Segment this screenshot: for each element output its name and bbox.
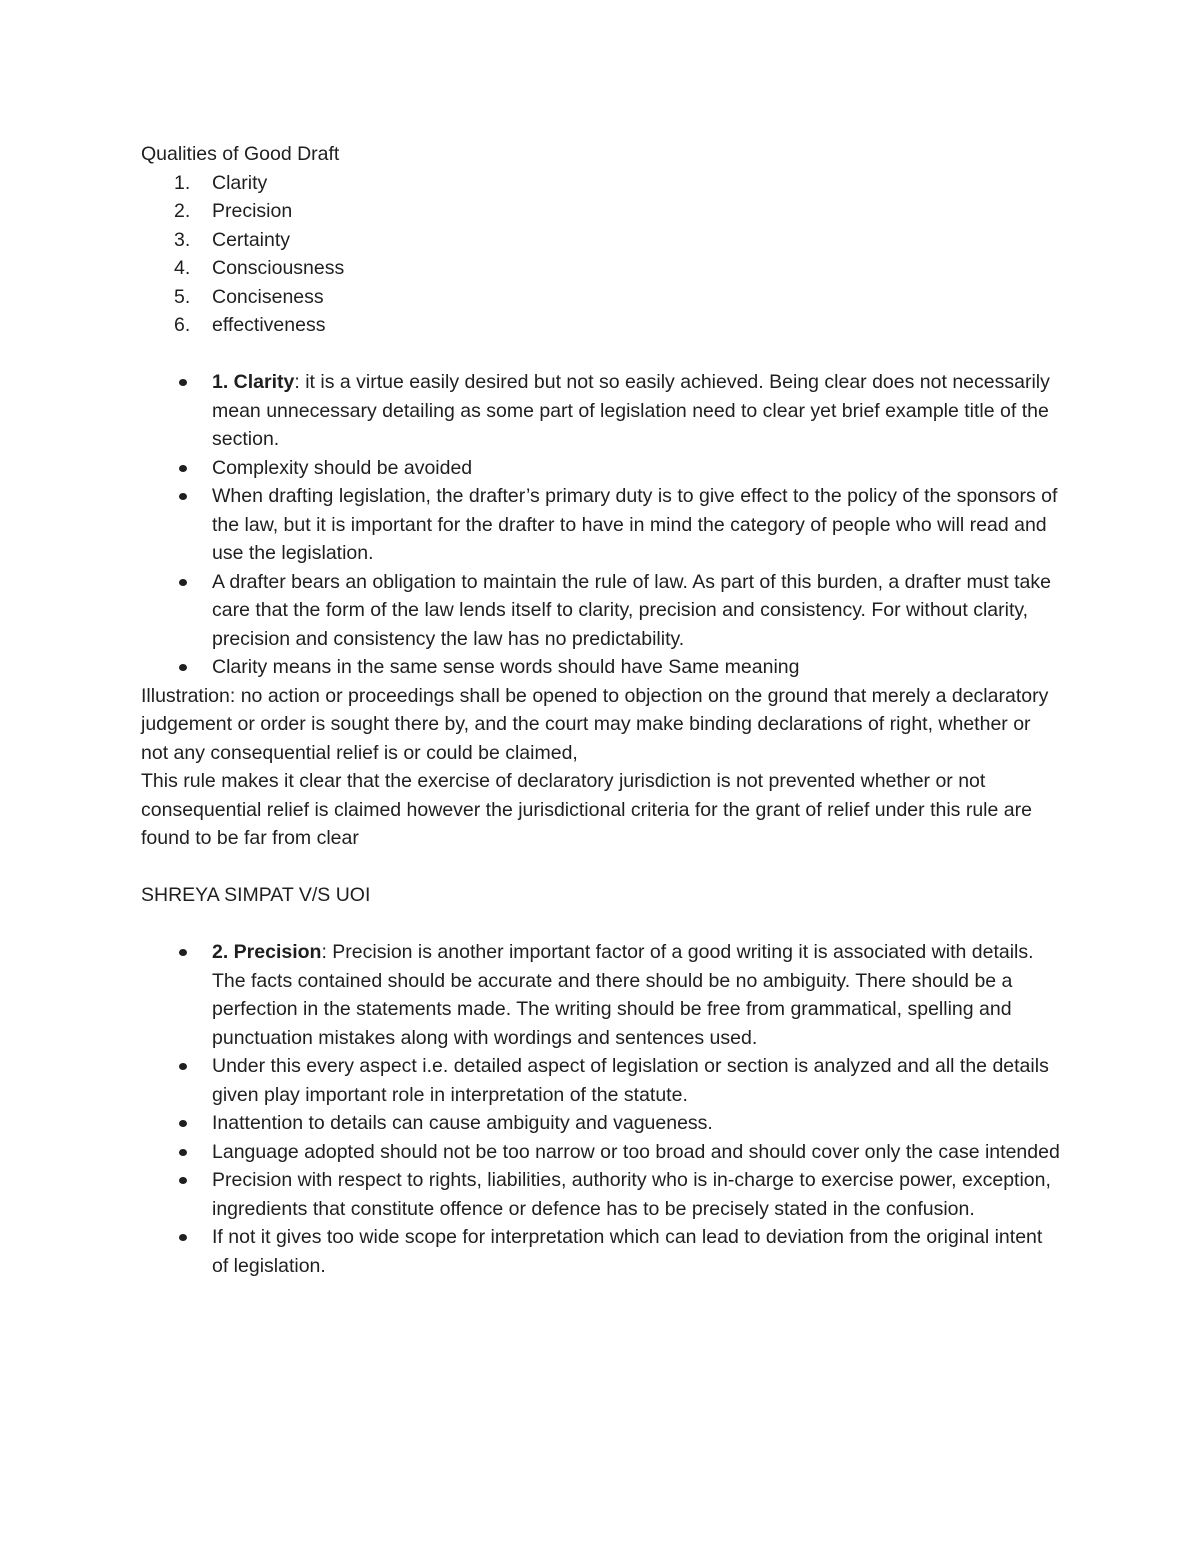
list-item-text: effectiveness xyxy=(212,314,326,336)
bullet-text: Language adopted should not be too narrow or too broad and should cover only the case intended xyxy=(212,1140,1060,1163)
bullet-dot-icon xyxy=(179,579,187,586)
list-item xyxy=(141,368,1061,454)
bullet-dot-icon xyxy=(179,949,187,956)
list-item-text: Clarity xyxy=(212,171,268,194)
list-item-text: Precision xyxy=(212,200,293,222)
list-item xyxy=(141,169,1061,198)
clarity-intro: : it is a virtue easily desired but not so easily achieved. Being clear does not necessarily mean unnecessary detailing as some part of legislation need to clear yet brief example title of the section. xyxy=(212,371,1050,450)
precision-heading: 2. Precision xyxy=(212,941,322,963)
list-item xyxy=(141,568,1061,654)
blank-line xyxy=(141,853,1061,882)
document-title: Qualities of Good Draft xyxy=(141,143,340,165)
bullet-text: Precision with respect to rights, liabilities, authority who is in-charge to exercise power, exception, ingredients that constitute offence or defence has to be precisely stated in the confusion. xyxy=(212,1169,1051,1220)
bullet-dot-icon xyxy=(179,465,187,472)
bullet-dot-icon xyxy=(179,664,187,671)
list-item xyxy=(141,226,1061,255)
list-item xyxy=(141,311,1061,340)
list-number: 1. xyxy=(174,171,191,194)
case-name: SHREYA SIMPAT V/S UOI xyxy=(141,884,371,906)
bullet-text: Under this every aspect i.e. detailed aspect of legislation or section is analyzed and all the details given play important role in interpretation of the statute. xyxy=(212,1055,1049,1106)
list-item xyxy=(141,197,1061,226)
list-item xyxy=(141,938,1061,1052)
precision-intro: : Precision is another important factor of a good writing it is associated with details. The facts contained should be accurate and there should be no ambiguity. There should be a perfection in the statements made. The writing should be free from grammatical, spelling and punctuation mistakes along with wordings and sentences used. xyxy=(212,941,1034,1049)
bullet-text: Inattention to details can cause ambiguity and vagueness. xyxy=(212,1112,713,1134)
bullet-text: Clarity means in the same sense words should have Same meaning xyxy=(212,656,800,678)
rule-note-paragraph: This rule makes it clear that the exercise of declaratory jurisdiction is not prevented whether or not consequential relief is claimed however the jurisdictional criteria for the grant of relief under this rule are found to be far from clear xyxy=(141,770,1032,849)
bullet-dot-icon xyxy=(179,379,187,386)
qualities-list xyxy=(141,169,1061,340)
list-number: 2. xyxy=(174,200,191,222)
bullet-text: Complexity should be avoided xyxy=(212,456,473,479)
blank-line xyxy=(141,910,1061,939)
clarity-heading: 1. Clarity xyxy=(212,371,295,393)
list-item-text: Conciseness xyxy=(212,285,324,308)
precision-bullet-list xyxy=(141,938,1061,1280)
list-item xyxy=(141,482,1061,568)
list-number: 3. xyxy=(174,228,191,251)
list-item xyxy=(141,1052,1061,1109)
list-item xyxy=(141,1223,1061,1280)
list-item-text: Consciousness xyxy=(212,257,345,279)
list-item-text: Certainty xyxy=(212,228,291,251)
bullet-dot-icon xyxy=(179,1063,187,1070)
list-number: 6. xyxy=(174,314,191,336)
bullet-text: When drafting legislation, the drafter’s primary duty is to give effect to the policy of the sponsors of the law, but it is important for the drafter to have in mind the category of people who will read and use the legislation. xyxy=(212,485,1058,564)
list-item xyxy=(141,454,1061,483)
list-number: 4. xyxy=(174,257,191,279)
bullet-dot-icon xyxy=(179,493,187,500)
bullet-dot-icon xyxy=(179,1149,187,1156)
bullet-text: A drafter bears an obligation to maintain the rule of law. As part of this burden, a drafter must take care that the form of the law lends itself to clarity, precision and consistency. For without clarity, precision and consistency the law has no predictability. xyxy=(212,570,1051,650)
bullet-dot-icon xyxy=(179,1234,187,1241)
clarity-bullet-list xyxy=(141,368,1061,682)
list-item xyxy=(141,1138,1061,1167)
list-item xyxy=(141,653,1061,682)
bullet-dot-icon xyxy=(179,1177,187,1184)
list-item xyxy=(141,254,1061,283)
bullet-dot-icon xyxy=(179,1120,187,1127)
bullet-text: If not it gives too wide scope for interpretation which can lead to deviation from the original intent of legislation. xyxy=(212,1226,1043,1277)
list-item xyxy=(141,1166,1061,1223)
illustration-paragraph: Illustration: no action or proceedings shall be opened to objection on the ground that merely a declaratory judgement or order is sought there by, and the court may make binding declarations of right, whether or not any consequential relief is or could be claimed, xyxy=(141,684,1049,764)
list-number: 5. xyxy=(174,285,191,308)
document-page xyxy=(141,140,1061,1280)
list-item xyxy=(141,283,1061,312)
list-item xyxy=(141,1109,1061,1138)
blank-line xyxy=(141,340,1061,369)
